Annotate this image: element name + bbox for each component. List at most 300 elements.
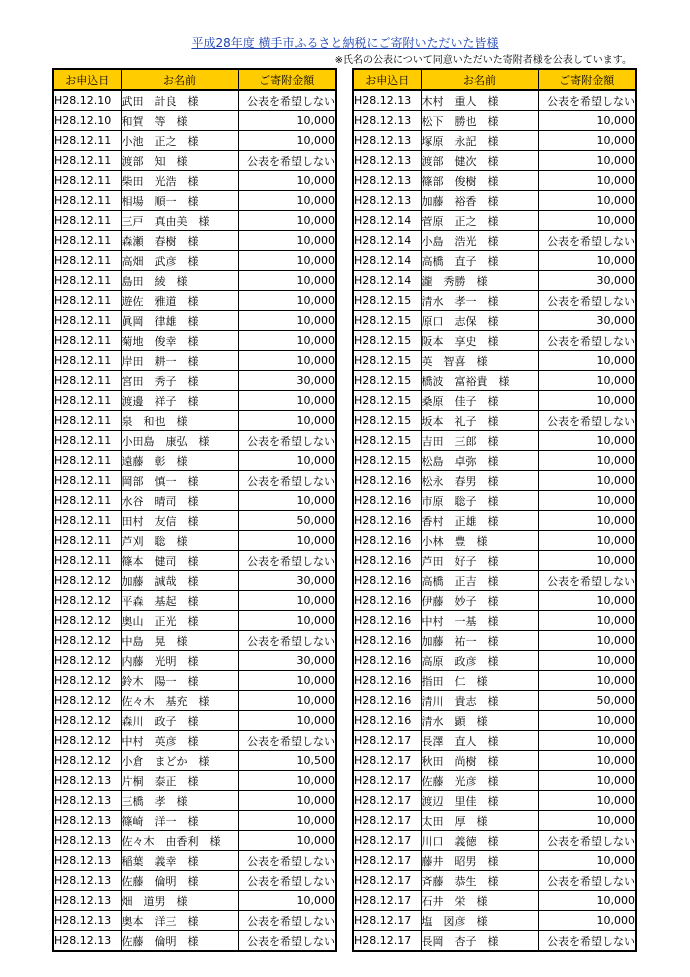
table-row bbox=[53, 431, 336, 451]
donor-name: 長岡 杏子 様 bbox=[421, 931, 538, 952]
donor-table-right bbox=[352, 68, 637, 952]
table-row bbox=[353, 291, 636, 311]
donation-date: H28.12.17 bbox=[353, 751, 421, 771]
donation-amount: 10,000 bbox=[238, 131, 336, 151]
table-row bbox=[53, 171, 336, 191]
donation-date: H28.12.13 bbox=[53, 811, 121, 831]
donation-amount: 公表を希望しない bbox=[238, 551, 336, 571]
donor-name: 佐々木 由香利 様 bbox=[121, 831, 238, 851]
donor-name: 高畑 武彦 様 bbox=[121, 251, 238, 271]
donation-date: H28.12.12 bbox=[53, 651, 121, 671]
donation-date: H28.12.16 bbox=[353, 691, 421, 711]
donation-date: H28.12.17 bbox=[353, 911, 421, 931]
donor-name: 泉 和也 様 bbox=[121, 411, 238, 431]
donation-amount: 公表を希望しない bbox=[538, 331, 636, 351]
donation-amount: 10,000 bbox=[538, 551, 636, 571]
donation-amount: 10,000 bbox=[538, 251, 636, 271]
donation-amount: 公表を希望しない bbox=[238, 631, 336, 651]
donation-date: H28.12.13 bbox=[353, 151, 421, 171]
donation-amount: 10,000 bbox=[238, 231, 336, 251]
table-row bbox=[353, 851, 636, 871]
donation-amount: 公表を希望しない bbox=[538, 291, 636, 311]
donor-name: 森瀬 春樹 様 bbox=[121, 231, 238, 251]
header-date: お申込日 bbox=[53, 69, 121, 90]
donor-name: 坂本 礼子 様 bbox=[421, 411, 538, 431]
donor-name: 島田 綾 様 bbox=[121, 271, 238, 291]
donation-amount: 10,000 bbox=[238, 531, 336, 551]
donation-date: H28.12.16 bbox=[353, 671, 421, 691]
table-row bbox=[53, 471, 336, 491]
donation-date: H28.12.11 bbox=[53, 191, 121, 211]
donation-date: H28.12.14 bbox=[353, 231, 421, 251]
donor-name: 渡邊 祥子 様 bbox=[121, 391, 238, 411]
donor-name: 瀧 秀勝 様 bbox=[421, 271, 538, 291]
table-row bbox=[353, 211, 636, 231]
donor-name: 佐藤 倫明 様 bbox=[121, 931, 238, 952]
donation-amount: 公表を希望しない bbox=[238, 151, 336, 171]
donation-date: H28.12.13 bbox=[353, 171, 421, 191]
donation-date: H28.12.11 bbox=[53, 511, 121, 531]
donation-amount: 10,000 bbox=[238, 811, 336, 831]
donation-date: H28.12.16 bbox=[353, 591, 421, 611]
table-row bbox=[353, 551, 636, 571]
donation-amount: 10,000 bbox=[538, 111, 636, 131]
table-row bbox=[353, 931, 636, 952]
donor-name: 稲葉 義幸 様 bbox=[121, 851, 238, 871]
donor-name: 内藤 光明 様 bbox=[121, 651, 238, 671]
donation-date: H28.12.15 bbox=[353, 391, 421, 411]
donation-date: H28.12.14 bbox=[353, 251, 421, 271]
donation-date: H28.12.16 bbox=[353, 471, 421, 491]
donation-amount: 30,000 bbox=[238, 571, 336, 591]
donation-amount: 10,000 bbox=[538, 431, 636, 451]
donor-name: 松島 卓弥 様 bbox=[421, 451, 538, 471]
donation-date: H28.12.11 bbox=[53, 331, 121, 351]
donor-name: 篠部 俊樹 様 bbox=[421, 171, 538, 191]
donation-date: H28.12.16 bbox=[353, 491, 421, 511]
donation-date: H28.12.17 bbox=[353, 791, 421, 811]
donor-name: 三戸 真由美 様 bbox=[121, 211, 238, 231]
table-row bbox=[353, 811, 636, 831]
donor-name: 塚原 永記 様 bbox=[421, 131, 538, 151]
donor-name: 吉田 三郎 様 bbox=[421, 431, 538, 451]
donor-name: 中村 英彦 様 bbox=[121, 731, 238, 751]
donation-date: H28.12.12 bbox=[53, 571, 121, 591]
table-row bbox=[353, 651, 636, 671]
donation-amount: 10,000 bbox=[238, 211, 336, 231]
donation-amount: 10,000 bbox=[538, 351, 636, 371]
donation-amount: 公表を希望しない bbox=[538, 571, 636, 591]
donation-amount: 10,000 bbox=[538, 791, 636, 811]
donor-name: 伊藤 妙子 様 bbox=[421, 591, 538, 611]
donation-amount: 公表を希望しない bbox=[538, 90, 636, 111]
donation-amount: 10,000 bbox=[538, 511, 636, 531]
donor-name: 松永 春男 様 bbox=[421, 471, 538, 491]
donation-amount: 10,000 bbox=[238, 611, 336, 631]
donor-name: 田村 友信 様 bbox=[121, 511, 238, 531]
table-row bbox=[353, 911, 636, 931]
donation-amount: 公表を希望しない bbox=[238, 90, 336, 111]
donation-date: H28.12.17 bbox=[353, 891, 421, 911]
table-row bbox=[353, 891, 636, 911]
table-row bbox=[353, 191, 636, 211]
donation-date: H28.12.17 bbox=[353, 851, 421, 871]
table-row bbox=[53, 351, 336, 371]
table-row bbox=[53, 511, 336, 531]
table-row bbox=[353, 451, 636, 471]
donation-amount: 10,000 bbox=[538, 611, 636, 631]
table-header-row bbox=[53, 69, 336, 90]
donor-name: 眞岡 律雄 様 bbox=[121, 311, 238, 331]
table-row bbox=[53, 711, 336, 731]
table-row bbox=[53, 451, 336, 471]
donation-date: H28.12.11 bbox=[53, 531, 121, 551]
donation-amount: 10,000 bbox=[238, 591, 336, 611]
table-row bbox=[53, 931, 336, 952]
donation-date: H28.12.14 bbox=[353, 271, 421, 291]
donor-name: 相場 順一 様 bbox=[121, 191, 238, 211]
table-row bbox=[53, 631, 336, 651]
donor-name: 畑 道男 様 bbox=[121, 891, 238, 911]
donation-date: H28.12.16 bbox=[353, 711, 421, 731]
donation-date: H28.12.10 bbox=[53, 111, 121, 131]
table-row bbox=[53, 831, 336, 851]
donor-name: 佐藤 倫明 様 bbox=[121, 871, 238, 891]
donation-date: H28.12.15 bbox=[353, 451, 421, 471]
donation-date: H28.12.12 bbox=[53, 691, 121, 711]
donation-amount: 10,000 bbox=[538, 171, 636, 191]
table-row bbox=[53, 891, 336, 911]
donation-amount: 30,000 bbox=[538, 311, 636, 331]
donation-date: H28.12.11 bbox=[53, 211, 121, 231]
table-row bbox=[53, 531, 336, 551]
donation-amount: 10,000 bbox=[238, 331, 336, 351]
table-row bbox=[53, 291, 336, 311]
donation-amount: 10,000 bbox=[238, 351, 336, 371]
table-row bbox=[353, 731, 636, 751]
donation-date: H28.12.13 bbox=[53, 871, 121, 891]
donation-date: H28.12.13 bbox=[353, 111, 421, 131]
donation-date: H28.12.15 bbox=[353, 311, 421, 331]
donor-name: 加藤 祐一 様 bbox=[421, 631, 538, 651]
donor-name: 片桐 泰正 様 bbox=[121, 771, 238, 791]
table-row bbox=[53, 131, 336, 151]
donor-name: 柴田 光浩 様 bbox=[121, 171, 238, 191]
table-row bbox=[353, 90, 636, 111]
donation-amount: 10,000 bbox=[538, 211, 636, 231]
donor-name: 長澤 直人 様 bbox=[421, 731, 538, 751]
donation-amount: 公表を希望しない bbox=[538, 411, 636, 431]
donation-date: H28.12.16 bbox=[353, 631, 421, 651]
donor-name: 奥山 正光 様 bbox=[121, 611, 238, 631]
table-row bbox=[353, 311, 636, 331]
donor-name: 高橋 直子 様 bbox=[421, 251, 538, 271]
header-amount: ご寄附金額 bbox=[238, 69, 336, 90]
donation-amount: 10,000 bbox=[238, 391, 336, 411]
donation-date: H28.12.16 bbox=[353, 531, 421, 551]
table-row bbox=[53, 591, 336, 611]
donation-amount: 公表を希望しない bbox=[538, 231, 636, 251]
donation-amount: 10,000 bbox=[538, 771, 636, 791]
donor-name: 阪本 享史 様 bbox=[421, 331, 538, 351]
donation-date: H28.12.11 bbox=[53, 231, 121, 251]
donor-name: 川口 義徳 様 bbox=[421, 831, 538, 851]
donor-name: 松下 勝也 様 bbox=[421, 111, 538, 131]
table-row bbox=[353, 791, 636, 811]
donor-name: 佐々木 基充 様 bbox=[121, 691, 238, 711]
disclosure-note: ※氏名の公表について同意いただいた寄附者様を公表しています。 bbox=[334, 55, 632, 66]
donation-amount: 10,000 bbox=[238, 771, 336, 791]
table-row bbox=[53, 111, 336, 131]
header-amount: ご寄附金額 bbox=[538, 69, 636, 90]
table-row bbox=[353, 231, 636, 251]
donor-name: 加藤 誠哉 様 bbox=[121, 571, 238, 591]
donor-name: 秋田 尚樹 様 bbox=[421, 751, 538, 771]
table-row bbox=[353, 631, 636, 651]
donation-amount: 10,000 bbox=[238, 291, 336, 311]
table-row bbox=[53, 791, 336, 811]
table-row bbox=[353, 711, 636, 731]
donor-name: 清川 貴志 様 bbox=[421, 691, 538, 711]
table-row bbox=[353, 691, 636, 711]
donation-amount: 10,000 bbox=[538, 671, 636, 691]
table-row bbox=[353, 271, 636, 291]
table-row bbox=[53, 671, 336, 691]
table-row bbox=[353, 371, 636, 391]
donor-name: 渡部 健次 様 bbox=[421, 151, 538, 171]
donation-amount: 10,000 bbox=[538, 631, 636, 651]
donation-date: H28.12.11 bbox=[53, 131, 121, 151]
donor-name: 遊佐 雅道 様 bbox=[121, 291, 238, 311]
donor-name: 和賀 等 様 bbox=[121, 111, 238, 131]
table-row bbox=[353, 471, 636, 491]
donation-date: H28.12.13 bbox=[53, 851, 121, 871]
donation-date: H28.12.11 bbox=[53, 291, 121, 311]
table-row bbox=[53, 871, 336, 891]
donor-table-left bbox=[52, 68, 337, 952]
donation-date: H28.12.13 bbox=[353, 191, 421, 211]
table-row bbox=[353, 331, 636, 351]
table-row bbox=[353, 251, 636, 271]
donation-date: H28.12.11 bbox=[53, 551, 121, 571]
donation-date: H28.12.11 bbox=[53, 311, 121, 331]
donation-amount: 10,000 bbox=[538, 531, 636, 551]
donor-name: 斉藤 恭生 様 bbox=[421, 871, 538, 891]
donation-date: H28.12.12 bbox=[53, 611, 121, 631]
donation-date: H28.12.11 bbox=[53, 151, 121, 171]
table-row bbox=[353, 511, 636, 531]
donor-name: 英 智喜 様 bbox=[421, 351, 538, 371]
donation-amount: 10,000 bbox=[238, 711, 336, 731]
donation-date: H28.12.14 bbox=[353, 211, 421, 231]
table-row bbox=[53, 611, 336, 631]
donation-date: H28.12.16 bbox=[353, 551, 421, 571]
donation-amount: 30,000 bbox=[238, 371, 336, 391]
donation-amount: 10,000 bbox=[538, 731, 636, 751]
donation-amount: 10,000 bbox=[538, 491, 636, 511]
donation-amount: 10,500 bbox=[238, 751, 336, 771]
donation-amount: 10,000 bbox=[538, 911, 636, 931]
table-row bbox=[353, 351, 636, 371]
table-row bbox=[353, 871, 636, 891]
donation-date: H28.12.11 bbox=[53, 491, 121, 511]
donor-name: 芦田 好子 様 bbox=[421, 551, 538, 571]
table-header-row bbox=[353, 69, 636, 90]
donation-date: H28.12.15 bbox=[353, 331, 421, 351]
donation-amount: 公表を希望しない bbox=[238, 851, 336, 871]
table-row bbox=[353, 831, 636, 851]
donor-name: 佐藤 光彦 様 bbox=[421, 771, 538, 791]
donation-date: H28.12.12 bbox=[53, 591, 121, 611]
donation-amount: 10,000 bbox=[238, 311, 336, 331]
donation-amount: 公表を希望しない bbox=[238, 911, 336, 931]
table-row bbox=[353, 391, 636, 411]
donation-amount: 10,000 bbox=[538, 851, 636, 871]
table-row bbox=[353, 751, 636, 771]
donor-name: 平森 基起 様 bbox=[121, 591, 238, 611]
table-row bbox=[353, 411, 636, 431]
table-row bbox=[353, 151, 636, 171]
table-row bbox=[353, 531, 636, 551]
donation-date: H28.12.15 bbox=[353, 411, 421, 431]
donation-date: H28.12.11 bbox=[53, 371, 121, 391]
donor-name: 高原 政彦 様 bbox=[421, 651, 538, 671]
table-row bbox=[53, 911, 336, 931]
donor-name: 清水 孝一 様 bbox=[421, 291, 538, 311]
donation-date: H28.12.11 bbox=[53, 411, 121, 431]
table-row bbox=[53, 331, 336, 351]
donor-name: 桑原 佳子 様 bbox=[421, 391, 538, 411]
donor-name: 加藤 裕香 様 bbox=[421, 191, 538, 211]
donation-date: H28.12.12 bbox=[53, 671, 121, 691]
donation-date: H28.12.13 bbox=[53, 911, 121, 931]
donor-name: 岡部 慎一 様 bbox=[121, 471, 238, 491]
donation-amount: 10,000 bbox=[538, 391, 636, 411]
donation-date: H28.12.16 bbox=[353, 611, 421, 631]
donor-name: 篠本 健司 様 bbox=[121, 551, 238, 571]
donation-amount: 10,000 bbox=[538, 191, 636, 211]
table-row bbox=[53, 391, 336, 411]
donation-date: H28.12.17 bbox=[353, 931, 421, 952]
donor-name: 菅原 正之 様 bbox=[421, 211, 538, 231]
table-row bbox=[353, 131, 636, 151]
donation-date: H28.12.17 bbox=[353, 771, 421, 791]
donor-name: 水谷 晴司 様 bbox=[121, 491, 238, 511]
donation-date: H28.12.17 bbox=[353, 831, 421, 851]
donation-date: H28.12.15 bbox=[353, 291, 421, 311]
donation-amount: 公表を希望しない bbox=[238, 471, 336, 491]
donation-amount: 10,000 bbox=[538, 151, 636, 171]
donation-date: H28.12.16 bbox=[353, 651, 421, 671]
donation-amount: 公表を希望しない bbox=[238, 431, 336, 451]
table-row bbox=[53, 771, 336, 791]
table-row bbox=[53, 411, 336, 431]
donor-name: 渡辺 里佳 様 bbox=[421, 791, 538, 811]
table-row bbox=[53, 90, 336, 111]
donation-amount: 10,000 bbox=[238, 191, 336, 211]
donor-name: 小池 正之 様 bbox=[121, 131, 238, 151]
donation-date: H28.12.15 bbox=[353, 371, 421, 391]
donation-amount: 10,000 bbox=[238, 451, 336, 471]
donation-amount: 10,000 bbox=[238, 791, 336, 811]
donation-date: H28.12.11 bbox=[53, 451, 121, 471]
donation-amount: 10,000 bbox=[238, 111, 336, 131]
table-row bbox=[353, 491, 636, 511]
donation-amount: 30,000 bbox=[238, 651, 336, 671]
donor-name: 小倉 まどか 様 bbox=[121, 751, 238, 771]
header-date: お申込日 bbox=[353, 69, 421, 90]
donor-name: 高橋 正吉 様 bbox=[421, 571, 538, 591]
donation-amount: 10,000 bbox=[538, 451, 636, 471]
donation-amount: 50,000 bbox=[238, 511, 336, 531]
table-row bbox=[53, 811, 336, 831]
table-row bbox=[53, 191, 336, 211]
donor-name: 森川 政子 様 bbox=[121, 711, 238, 731]
donation-date: H28.12.12 bbox=[53, 751, 121, 771]
table-row bbox=[353, 611, 636, 631]
donor-name: 武田 計良 様 bbox=[121, 90, 238, 111]
donation-date: H28.12.11 bbox=[53, 351, 121, 371]
table-row bbox=[53, 751, 336, 771]
donation-amount: 公表を希望しない bbox=[538, 831, 636, 851]
donor-name: 木村 重人 様 bbox=[421, 90, 538, 111]
donation-date: H28.12.13 bbox=[53, 791, 121, 811]
donation-date: H28.12.11 bbox=[53, 471, 121, 491]
table-row bbox=[53, 251, 336, 271]
donation-date: H28.12.11 bbox=[53, 171, 121, 191]
donation-date: H28.12.12 bbox=[53, 731, 121, 751]
donation-date: H28.12.12 bbox=[53, 711, 121, 731]
table-row bbox=[353, 111, 636, 131]
donation-amount: 10,000 bbox=[538, 471, 636, 491]
donation-amount: 10,000 bbox=[538, 371, 636, 391]
donor-name: 藤井 昭男 様 bbox=[421, 851, 538, 871]
table-row bbox=[353, 771, 636, 791]
donation-amount: 50,000 bbox=[538, 691, 636, 711]
table-row bbox=[53, 731, 336, 751]
donor-name: 橋波 富裕貴 様 bbox=[421, 371, 538, 391]
donation-amount: 10,000 bbox=[238, 251, 336, 271]
donation-date: H28.12.17 bbox=[353, 871, 421, 891]
donation-date: H28.12.12 bbox=[53, 631, 121, 651]
donor-name: 鈴木 陽一 様 bbox=[121, 671, 238, 691]
table-row bbox=[53, 271, 336, 291]
table-row bbox=[353, 431, 636, 451]
donation-amount: 10,000 bbox=[538, 131, 636, 151]
donor-name: 石井 栄 様 bbox=[421, 891, 538, 911]
table-row bbox=[53, 231, 336, 251]
table-row bbox=[53, 151, 336, 171]
donor-name: 中島 晃 様 bbox=[121, 631, 238, 651]
donation-amount: 10,000 bbox=[538, 811, 636, 831]
donation-amount: 10,000 bbox=[538, 651, 636, 671]
donor-name: 小島 浩光 様 bbox=[421, 231, 538, 251]
donation-date: H28.12.13 bbox=[353, 90, 421, 111]
donation-date: H28.12.11 bbox=[53, 391, 121, 411]
table-row bbox=[53, 311, 336, 331]
donor-name: 菊地 俊幸 様 bbox=[121, 331, 238, 351]
donor-name: 市原 聡子 様 bbox=[421, 491, 538, 511]
table-row bbox=[53, 211, 336, 231]
donor-name: 原口 志保 様 bbox=[421, 311, 538, 331]
donation-amount: 10,000 bbox=[238, 831, 336, 851]
table-row bbox=[53, 691, 336, 711]
donation-amount: 10,000 bbox=[238, 891, 336, 911]
table-row bbox=[53, 371, 336, 391]
donation-date: H28.12.15 bbox=[353, 431, 421, 451]
page-title: 平成28年度 横手市ふるさと納税にご寄附いただいた皆様 bbox=[191, 36, 499, 50]
donation-date: H28.12.11 bbox=[53, 271, 121, 291]
